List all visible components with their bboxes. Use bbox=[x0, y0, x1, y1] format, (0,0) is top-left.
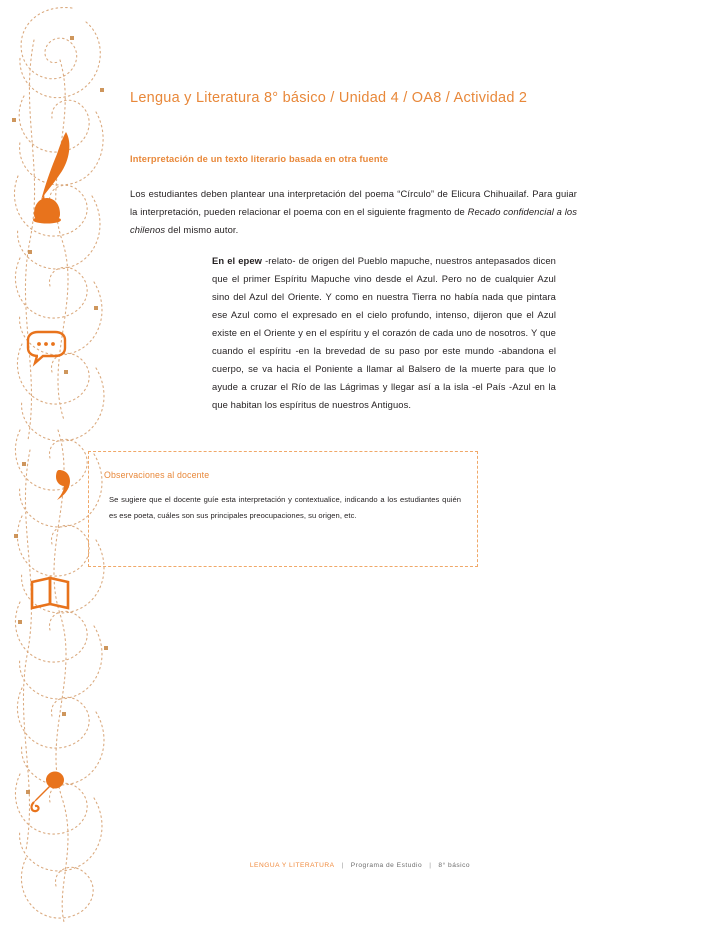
quote-bold-term: En el epew bbox=[212, 255, 263, 267]
page-footer bbox=[0, 862, 720, 869]
footer-level: 8° básico bbox=[438, 862, 471, 869]
swirl-node-dots bbox=[12, 36, 108, 794]
microphone-icon bbox=[32, 772, 64, 812]
speech-bubble-icon bbox=[28, 332, 65, 363]
footer-program: Programa de Estudio bbox=[350, 862, 423, 869]
open-book-icon bbox=[32, 578, 68, 608]
quoted-excerpt bbox=[212, 252, 556, 413]
intro-paragraph bbox=[130, 185, 577, 238]
observations-body: Se sugiere que el docente guíe esta interpretación y contextualice, indicando a los estudiantes quién es ese poeta, cuáles son sus principales preocupaciones, su origen, etc. bbox=[109, 495, 461, 520]
footer-separator-1: | bbox=[341, 862, 344, 869]
quote-body-text: -relato- de origen del Pueblo mapuche, nuestros antepasados dicen que el primer Espíritu Mapuche vino desde el Azul. Pero no de cualquier Azul sino del Azul del Oriente. Y como en nuestra Tierra no había nada que pintara ese Azul como el expresado en el cielo profundo, intenso, dijeron que el Azul existe en el Oriente y en el espíritu y el corazón de cada uno de nosotros. Y que cuando el espíritu -en la brevedad de su paso por este mundo -abandona el cuerpo, se va hacia el Poniente a llamar al Balsero de la muerte para que lo ayude a cruzar el Río de las Lágrimas y llegar así a la isla -el País -Azul en la que habitan los espíritus de nuestros Antiguos. bbox=[212, 255, 556, 410]
intro-text-tail: del mismo autor. bbox=[165, 223, 239, 235]
observations-title: Observaciones al docente bbox=[104, 470, 210, 480]
section-subtitle: Interpretación de un texto literario basada en otra fuente bbox=[130, 153, 389, 164]
intro-book-title: Recado confidencial a los chilenos bbox=[130, 206, 578, 235]
page-title: Lengua y Literatura 8° básico / Unidad 4 / OA8 / Actividad 2 bbox=[130, 89, 528, 106]
footer-separator-2: | bbox=[429, 862, 432, 869]
comma-icon bbox=[56, 470, 70, 500]
inkwell-icon bbox=[33, 198, 61, 224]
quill-pen-icon bbox=[40, 132, 69, 214]
intro-text-lead: Los estudiantes deben plantear una interpretación del poema “Círculo” de Elicura Chihuailaf. Para guiar la interpretación, pueden relacionar el poema con en el siguiente fragmento de bbox=[130, 188, 577, 218]
teacher-observations-box bbox=[88, 451, 478, 567]
footer-brand: LENGUA Y LITERATURA bbox=[249, 862, 335, 869]
